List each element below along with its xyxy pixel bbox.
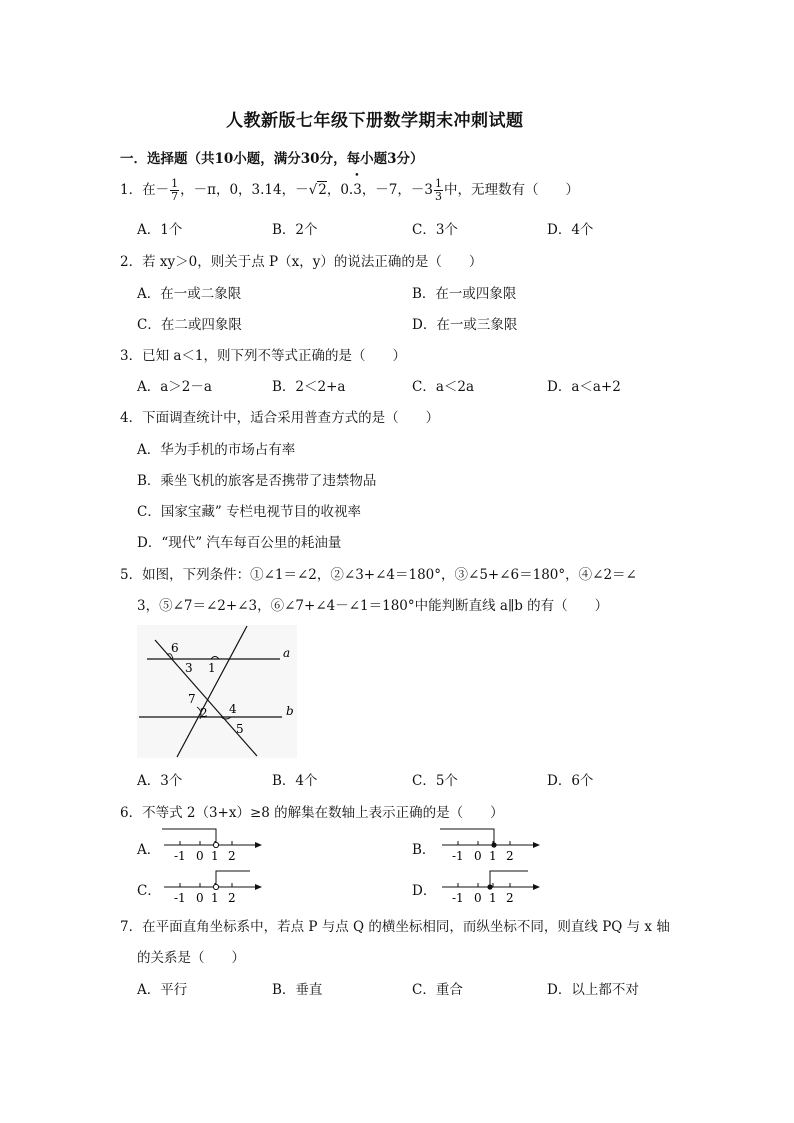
- q2-option-c[interactable]: C．在二或四象限: [137, 317, 242, 333]
- q1-mid3: ，－7，－3: [361, 182, 433, 198]
- q4-option-c[interactable]: C．国家宝藏” 专栏电视节目的收视率: [137, 504, 362, 520]
- q1-mid2: ，0.: [326, 182, 354, 198]
- svg-text:2: 2: [506, 891, 514, 904]
- q6-number-line-c[interactable]: [160, 866, 265, 904]
- q5-option-c[interactable]: C．5个: [412, 773, 458, 789]
- svg-text:-1: -1: [452, 891, 464, 904]
- label-a: a: [283, 646, 291, 660]
- q5-option-b[interactable]: B．4个: [272, 773, 318, 789]
- svg-text:1: 1: [489, 849, 497, 862]
- q2-option-b[interactable]: B．在一或四象限: [412, 286, 517, 302]
- svg-text:-1: -1: [174, 849, 186, 862]
- page-title: 人教新版七年级下册数学期末冲刺试题: [226, 111, 524, 131]
- q6-option-a-label[interactable]: A．: [137, 842, 161, 858]
- angle-label-2: 2: [200, 706, 208, 720]
- angle-label-3: 3: [185, 661, 193, 675]
- question-2-stem: 2．若 xy＞0，则关于点 P（x，y）的说法正确的是（ ）: [120, 254, 483, 270]
- question-4-stem: 4．下面调查统计中，适合采用普查方式的是（ ）: [120, 410, 440, 426]
- q7-option-d[interactable]: D．以上都不对: [547, 982, 639, 998]
- sqrt-symbol: √: [308, 182, 318, 198]
- q1-option-c[interactable]: C．3个: [412, 222, 458, 238]
- q1-prefix: 1．在－: [120, 182, 170, 198]
- section-heading: 一．选择题（共10小题，满分30分，每小题3分）: [120, 151, 424, 167]
- q1-option-d[interactable]: D．4个: [547, 222, 594, 238]
- question-6-stem: 6．不等式 2（3+x）≥8 的解集在数轴上表示正确的是（ ）: [120, 805, 504, 821]
- svg-text:-1: -1: [174, 891, 186, 904]
- angle-label-5: 5: [236, 722, 244, 736]
- fraction-1-7: $\frac{1}{7}$: [171, 177, 179, 203]
- svg-text:2: 2: [228, 891, 236, 904]
- question-3-stem: 3．已知 a＜1，则下列不等式正确的是（ ）: [120, 348, 407, 364]
- svg-text:0: 0: [196, 849, 204, 862]
- svg-text:1: 1: [211, 849, 219, 862]
- svg-text:1: 1: [489, 891, 497, 904]
- question-5-stem-line2: 3，⑤∠7＝∠2+∠3，⑥∠7+∠4－∠1＝180°中能判断直线 a∥b 的有（ ）: [137, 598, 609, 614]
- q4-option-b[interactable]: B．乘坐飞机的旅客是否携带了违禁物品: [137, 473, 377, 489]
- q1-mid: ，－π，0，3.14，－: [180, 182, 309, 198]
- q3-option-b[interactable]: B．2＜2+a: [272, 379, 346, 395]
- question-7-stem-line2: 的关系是（ ）: [137, 950, 245, 966]
- q3-option-d[interactable]: D．a＜a+2: [547, 379, 621, 395]
- repeating-decimal: • 3: [353, 182, 362, 198]
- q6-number-line-a[interactable]: [160, 824, 265, 862]
- fraction-1-3: $\frac{1}{3}$: [435, 177, 442, 203]
- q3-option-c[interactable]: C．a＜2a: [412, 379, 475, 395]
- q5-option-d[interactable]: D．6个: [547, 773, 594, 789]
- q6-number-line-b[interactable]: [438, 824, 543, 862]
- angle-label-4: 4: [229, 702, 237, 716]
- parallel-lines-figure: [137, 625, 297, 758]
- sqrt-2: 2: [318, 182, 327, 198]
- svg-text:-1: -1: [452, 849, 464, 862]
- q7-option-b[interactable]: B．垂直: [272, 982, 323, 998]
- angle-label-6: 6: [171, 641, 179, 655]
- angle-label-7: 7: [188, 692, 196, 706]
- question-5-stem-line1: 5．如图，下列条件：①∠1＝∠2，②∠3+∠4＝180°，③∠5+∠6＝180°，④∠2＝∠: [120, 567, 637, 583]
- q6-option-d-label[interactable]: D．: [412, 883, 437, 899]
- q4-option-a[interactable]: A．华为手机的市场占有率: [137, 442, 296, 458]
- question-1-stem: [120, 178, 579, 203]
- q4-option-d[interactable]: D．“现代” 汽车每百公里的耗油量: [137, 535, 342, 551]
- svg-text:0: 0: [474, 849, 482, 862]
- q2-option-d[interactable]: D．在一或三象限: [412, 317, 518, 333]
- angle-label-1: 1: [208, 661, 216, 675]
- q7-option-c[interactable]: C．重合: [412, 982, 463, 998]
- svg-text:0: 0: [474, 891, 482, 904]
- svg-text:2: 2: [228, 849, 236, 862]
- label-b: b: [286, 704, 294, 718]
- q2-option-a[interactable]: A．在一或二象限: [137, 286, 242, 302]
- svg-text:2: 2: [506, 849, 514, 862]
- q5-option-a[interactable]: A．3个: [137, 773, 183, 789]
- q6-option-c-label[interactable]: C．: [137, 883, 161, 899]
- svg-text:1: 1: [211, 891, 219, 904]
- q6-number-line-d[interactable]: [438, 866, 543, 904]
- q7-option-a[interactable]: A．平行: [137, 982, 188, 998]
- question-7-stem-line1: 7．在平面直角坐标系中，若点 P 与点 Q 的横坐标相同，而纵坐标不同，则直线 PQ 与 x 轴: [120, 919, 670, 935]
- q1-suffix: 中，无理数有（ ）: [444, 182, 579, 198]
- q1-option-a[interactable]: A．1个: [137, 222, 183, 238]
- q3-option-a[interactable]: A．a＞2－a: [137, 379, 212, 395]
- q1-option-b[interactable]: B．2个: [272, 222, 318, 238]
- q6-option-b-label[interactable]: B．: [412, 842, 436, 858]
- svg-text:0: 0: [196, 891, 204, 904]
